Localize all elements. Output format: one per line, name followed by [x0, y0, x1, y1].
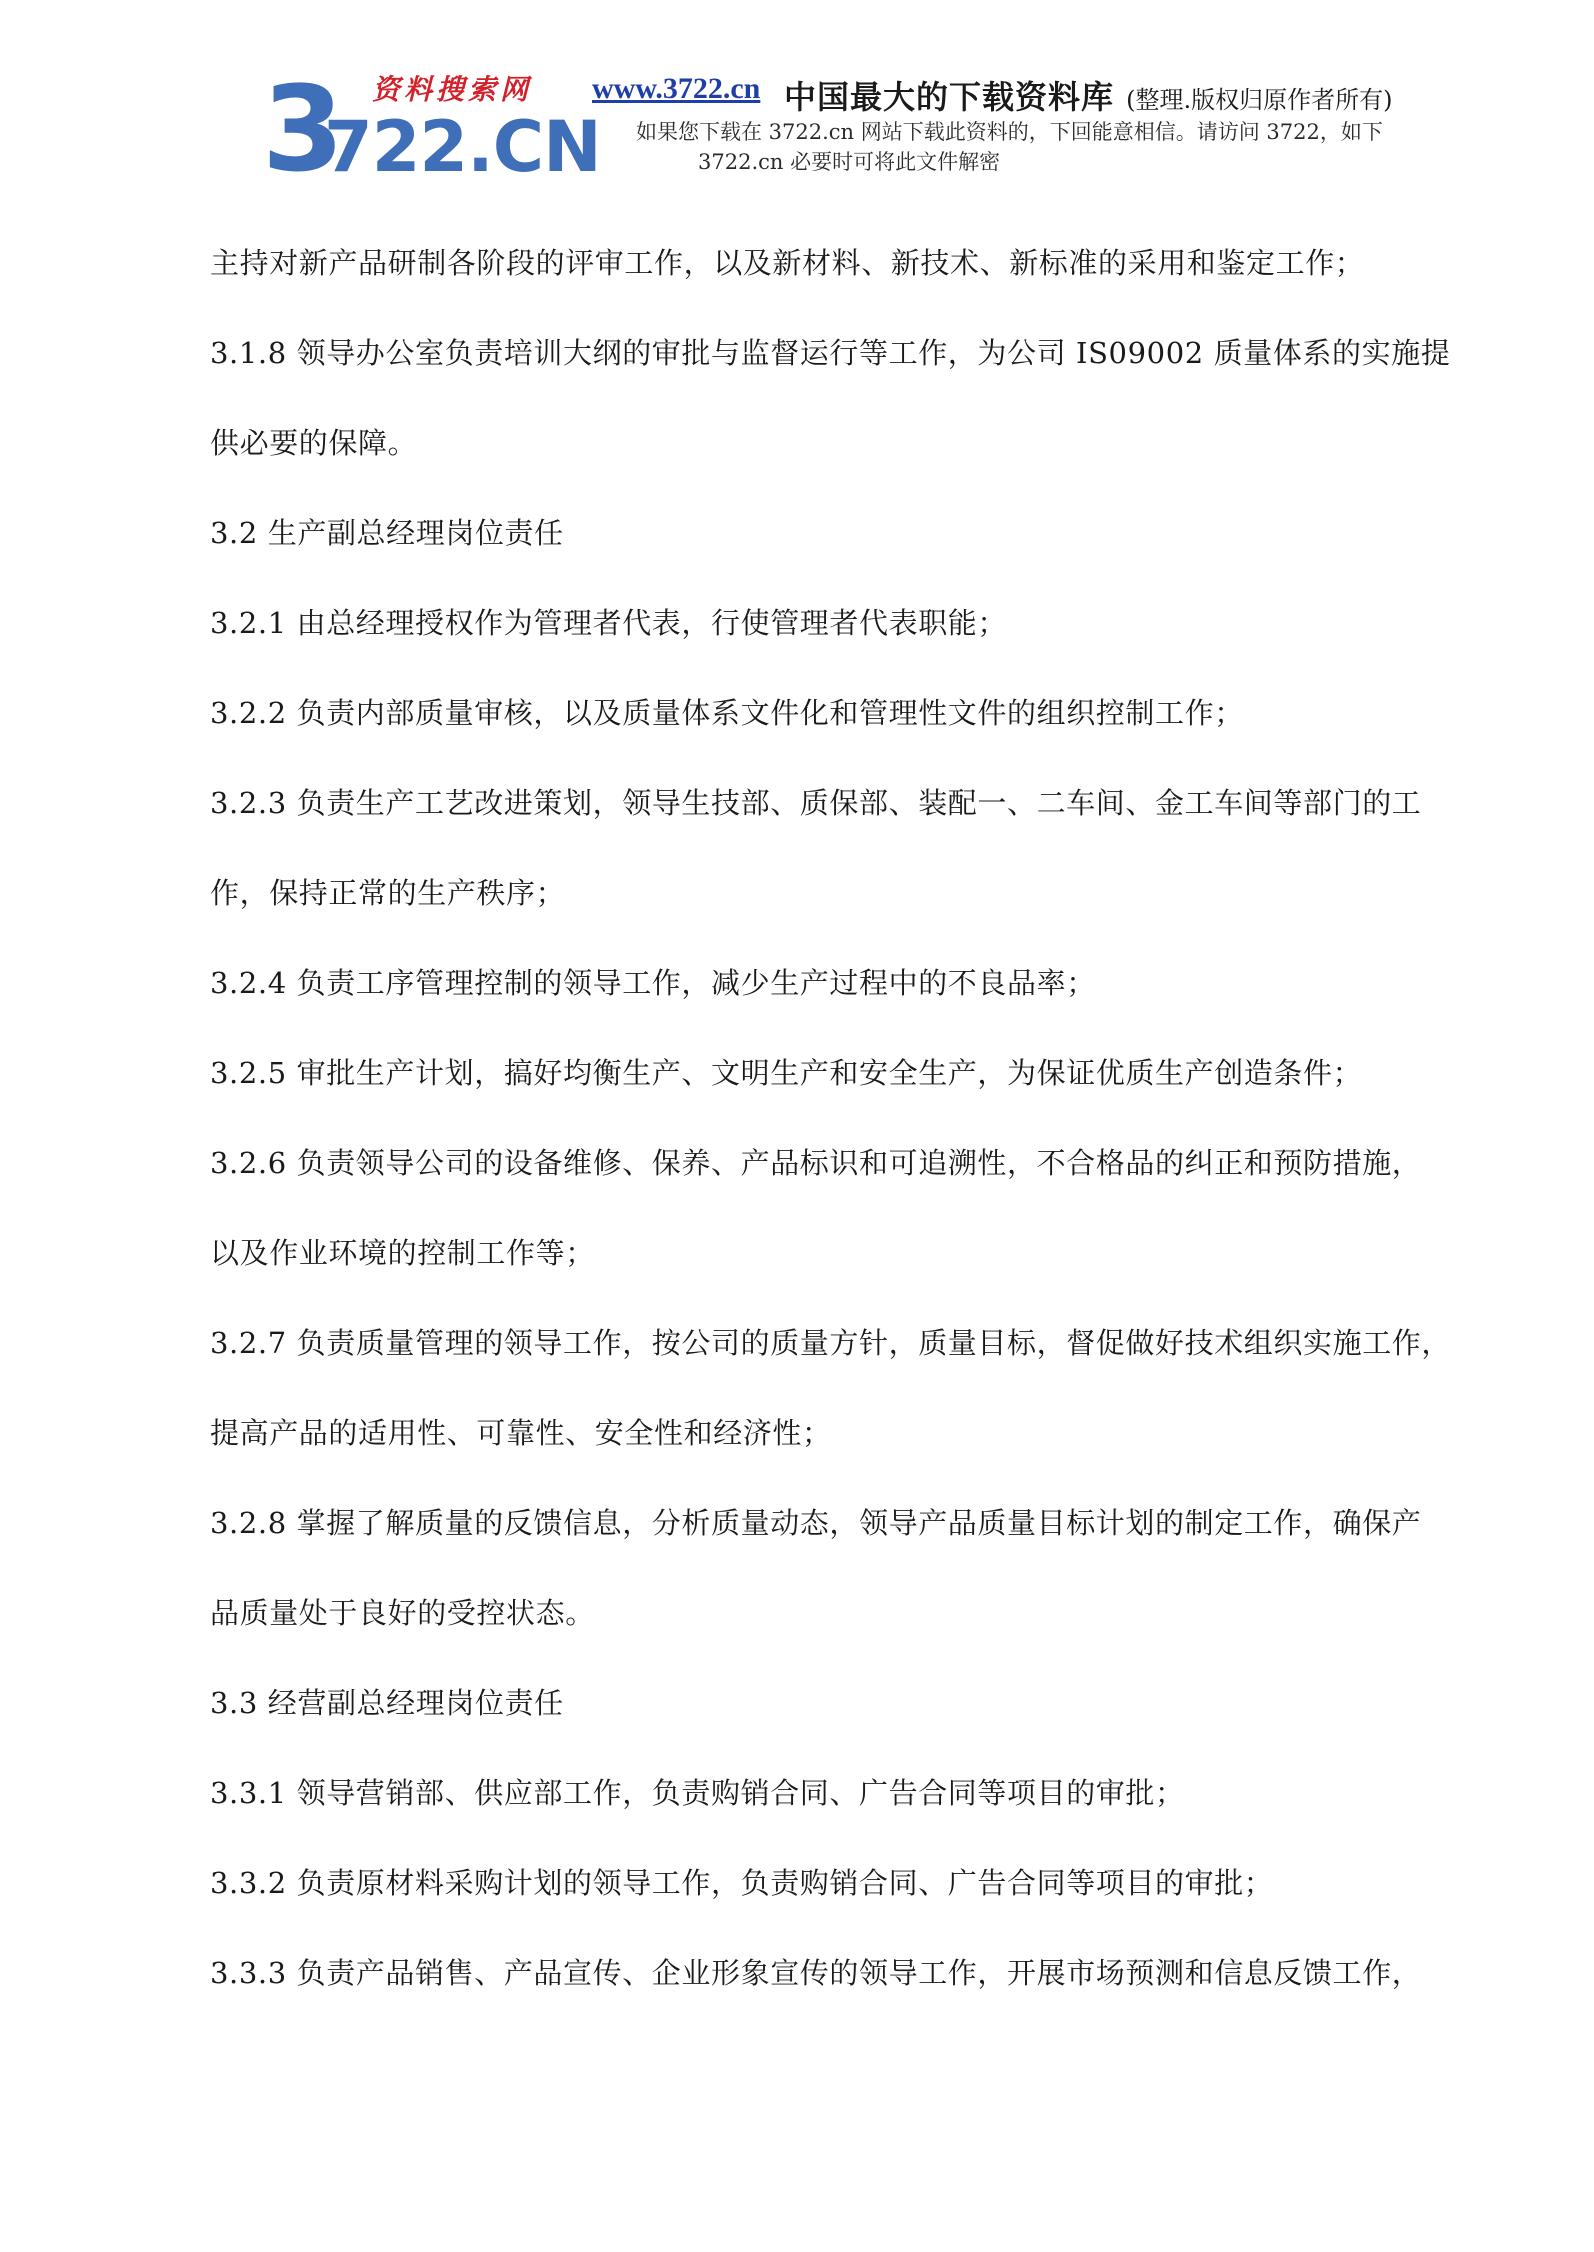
paragraph-line: 主持对新产品研制各阶段的评审工作，以及新材料、新技术、新标准的采用和鉴定工作； — [210, 246, 1365, 280]
slogan-text: 中国最大的下载资料库 — [784, 78, 1115, 116]
paragraph-line: 3.2.5 审批生产计划，搞好均衡生产、文明生产和安全生产，为保证优质生产创造条件； — [210, 1056, 1363, 1090]
logo-domain: 722.CN — [324, 106, 601, 188]
paragraph-line: 3.1.8 领导办公室负责培训大纲的审批与监督运行等工作，为公司 IS09002 质量体系的实施提 — [210, 336, 1451, 370]
logo-number: 3 — [262, 60, 343, 198]
paragraph-line: 3.2.1 由总经理授权作为管理者代表，行使管理者代表职能； — [210, 606, 1008, 640]
logo-tagline: 资料搜索网 — [372, 73, 533, 106]
paragraph-line: 3.3.3 负责产品销售、产品宣传、企业形象宣传的领导工作，开展市场预测和信息反馈工作， — [210, 1956, 1422, 1990]
section-heading: 3.2 生产副总经理岗位责任 — [210, 516, 564, 550]
paragraph-line: 提高产品的适用性、可靠性、安全性和经济性； — [210, 1416, 832, 1450]
download-notice-line-1: 如果您下载在 3722.cn 网站下载此资料的，下回能意相信。请访问 3722，如下 — [636, 120, 1383, 144]
paragraph-line: 以及作业环境的控制工作等； — [210, 1236, 595, 1270]
header-slogan — [784, 72, 1393, 118]
paragraph-line: 3.2.2 负责内部质量审核，以及质量体系文件化和管理性文件的组织控制工作； — [210, 696, 1244, 730]
paragraph-line: 3.3.1 领导营销部、供应部工作，负责购销合同、广告合同等项目的审批； — [210, 1776, 1185, 1810]
download-notice-line-2: 3722.cn 必要时可将此文件解密 — [698, 150, 1001, 174]
slogan-note: (整理.版权归原作者所有) — [1126, 86, 1393, 114]
page-header — [262, 60, 1482, 198]
paragraph-line: 3.2.6 负责领导公司的设备维修、保养、产品标识和可追溯性，不合格品的纠正和预防措施， — [210, 1146, 1422, 1180]
paragraph-line: 供必要的保障。 — [210, 426, 418, 460]
site-link[interactable]: www.3722.cn — [592, 72, 761, 105]
paragraph-line: 3.2.8 掌握了解质量的反馈信息，分析质量动态，领导产品质量目标计划的制定工作，确保产 — [210, 1506, 1422, 1540]
paragraph-line: 品质量处于良好的受控状态。 — [210, 1596, 595, 1630]
paragraph-line: 3.2.4 负责工序管理控制的领导工作，减少生产过程中的不良品率； — [210, 966, 1096, 1000]
paragraph-line: 3.2.7 负责质量管理的领导工作，按公司的质量方针，质量目标，督促做好技术组织实施工作， — [210, 1326, 1452, 1360]
paragraph-line: 3.3.2 负责原材料采购计划的领导工作，负责购销合同、广告合同等项目的审批； — [210, 1866, 1274, 1900]
paragraph-line: 作，保持正常的生产秩序； — [210, 876, 566, 910]
section-heading: 3.3 经营副总经理岗位责任 — [210, 1686, 564, 1720]
paragraph-line: 3.2.3 负责生产工艺改进策划，领导生技部、质保部、装配一、二车间、金工车间等部门的工 — [210, 786, 1422, 820]
